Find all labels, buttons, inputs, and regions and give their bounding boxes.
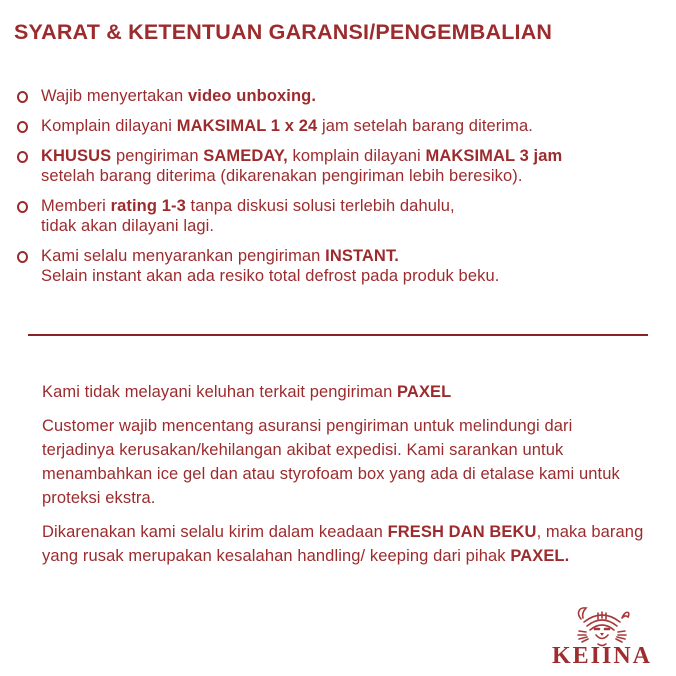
bullet-ring-icon	[17, 201, 28, 213]
term-item	[16, 86, 676, 106]
divider	[28, 334, 648, 336]
emphasized-text: SAMEDAY,	[203, 147, 288, 165]
text-segment: jam setelah barang diterima.	[317, 117, 533, 135]
terms-list	[16, 86, 676, 286]
text-segment: Memberi	[41, 197, 111, 215]
text-segment: tidak akan dilayani lagi.	[41, 217, 215, 235]
emphasized-text: video unboxing.	[188, 87, 316, 105]
term-text	[41, 117, 533, 135]
brand-logo	[542, 604, 662, 670]
term-text	[41, 247, 499, 285]
bullet-ring-icon	[17, 91, 28, 103]
emphasized-text: MAKSIMAL 1 x 24	[176, 117, 318, 135]
term-text	[41, 147, 562, 185]
text-segment: tanpa diskusi solusi terlebih dahulu,	[185, 197, 455, 215]
term-text	[41, 87, 316, 105]
policy-paragraph	[42, 380, 646, 404]
text-segment: terjadinya kerusakan/kehilangan akibat expedisi. Kami sarankan untuk	[42, 441, 564, 459]
text-segment: Komplain dilayani	[41, 117, 177, 135]
text-segment: proteksi ekstra.	[42, 489, 156, 507]
brand-name: KEIINA	[551, 643, 653, 669]
shipping-notes	[42, 380, 646, 568]
term-item	[16, 116, 676, 136]
text-segment: , maka barang	[536, 523, 644, 541]
text-segment: Wajib menyertakan	[41, 87, 188, 105]
emphasized-text: PAXEL	[397, 383, 452, 401]
text-segment: Kami tidak melayani keluhan terkait pengiriman	[42, 383, 398, 401]
text-segment: menambahkan ice gel dan atau styrofoam box yang ada di etalase kami untuk	[42, 465, 620, 483]
term-item	[16, 146, 676, 186]
bullet-ring-icon	[17, 251, 28, 263]
term-item	[16, 196, 676, 236]
bullet-ring-icon	[17, 151, 28, 163]
emphasized-text: KHUSUS	[41, 147, 112, 165]
text-segment: setelah barang diterima (dikarenakan pengiriman lebih beresiko).	[41, 167, 523, 185]
text-segment: Dikarenakan kami selalu kirim dalam keadaan	[42, 523, 388, 541]
text-segment: pengiriman	[111, 147, 204, 165]
term-text	[41, 197, 455, 235]
bullet-ring-icon	[17, 121, 28, 133]
text-segment: komplain dilayani	[287, 147, 426, 165]
emphasized-text: rating 1-3	[110, 197, 186, 215]
text-segment: yang rusak merupakan kesalahan handling/ keeping dari pihak	[42, 547, 511, 565]
policy-paragraph	[42, 414, 646, 510]
policy-paragraph	[42, 520, 646, 568]
emphasized-text: MAKSIMAL 3 jam	[425, 147, 563, 165]
text-segment: Kami selalu menyarankan pengiriman	[41, 247, 326, 265]
page-title: SYARAT & KETENTUAN GARANSI/PENGEMBALIAN	[14, 20, 553, 44]
text-segment: Selain instant akan ada resiko total defrost pada produk beku.	[41, 267, 500, 285]
emphasized-text: INSTANT.	[325, 247, 399, 265]
term-item	[16, 246, 676, 286]
emphasized-text: FRESH DAN BEKU	[387, 523, 537, 541]
emphasized-text: PAXEL.	[510, 547, 570, 565]
text-segment: Customer wajib mencentang asuransi pengiriman untuk melindungi dari	[42, 417, 573, 435]
